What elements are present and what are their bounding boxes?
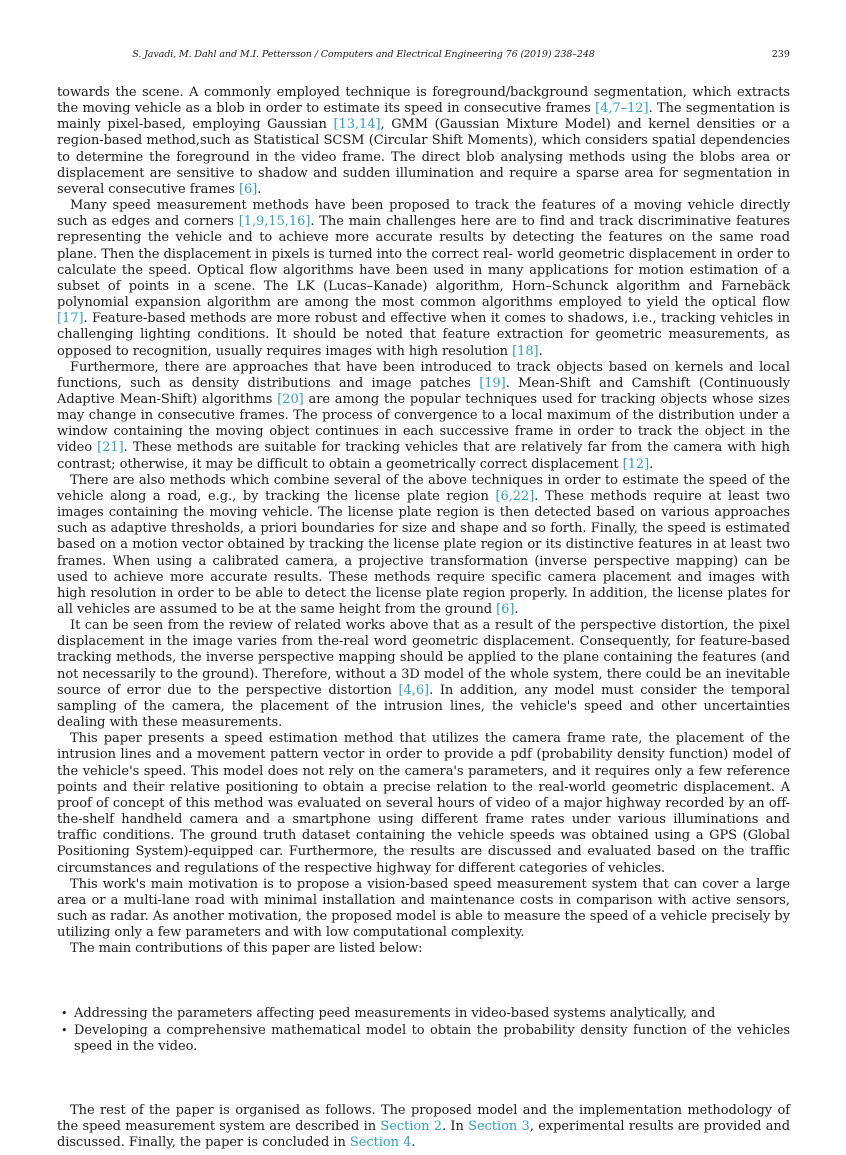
article-body	[57, 85, 790, 1151]
bullet-icon: •	[61, 1007, 68, 1021]
section-link[interactable]: Section 4	[349, 1135, 412, 1151]
citation-link[interactable]: [1,9,15,16]	[238, 214, 311, 230]
citation-link[interactable]: [13,14]	[333, 117, 381, 133]
paragraph: Many speed measurement methods have been proposed to track the features of a moving vehicle directly such as edges and corners [1,9,15,16]. The main challenges here are to find and track discriminative features representing the vehicle and to achieve more accurate results by detecting the features on the same road plane. Then the displacement in pixels is turned into the correct real- world geometric displacement in order to calculate the speed. Optical flow algorithms have been used in many applications for motion estimation of a subset of points in a scene. The LK (Lucas–Kanade) algorithm, Horn–Schunck algorithm and Farnebäck polynomial expansion algorithm are among the most common algorithms employed to yield the optical flow [17]. Feature-based methods are more robust and effective when it comes to shadows, i.e., tracking vehicles in challenging lighting conditions. It should be noted that feature extraction for geometric measurements, as opposed to recognition, usually requires images with high resolution [18].	[57, 198, 790, 359]
citation-link[interactable]: [6]	[238, 181, 258, 197]
section-link[interactable]: Section 2	[380, 1119, 443, 1135]
contribution-item	[57, 1006, 790, 1022]
closing-paragraph: The rest of the paper is organised as follows. The proposed model and the implementation methodology of the speed measurement system are described in Section 2. In Section 3, experimental results are provided and discussed. Finally, the paper is concluded in Section 4.	[57, 1102, 791, 1151]
citation-link[interactable]: [21]	[97, 440, 124, 456]
citation-link[interactable]: [20]	[277, 391, 304, 407]
paragraph: The main contributions of this paper are listed below:	[70, 941, 423, 957]
bullet-icon: •	[61, 1023, 68, 1037]
paragraph: This paper presents a speed estimation method that utilizes the camera frame rate, the placement of the intrusion lines and a movement pattern vector in order to provide a pdf (probability density function) model of the vehicle's speed. This model does not rely on the camera's parameters, and it requires only a few reference points and their relative positioning to obtain a precise relation to the real-world geometric displacement. A proof of concept of this method was evaluated on several hours of video of a major highway recorded by an off-the-shelf handheld camera and a smartphone using different frame rates under various illuminations and traffic conditions. The ground truth dataset containing the vehicle speeds was obtained using a GPS (Global Positioning System)-equipped car. Furthermore, the results are discussed and evaluated based on the traffic circumstances and regulations of the respective highway for different categories of vehicles.	[57, 731, 790, 876]
paragraph: It can be seen from the review of related works above that as a result of the perspective distortion, the pixel displacement in the image varies from the-real word geometric displacement. Consequently, for feature-based tracking methods, the inverse perspective mapping should be applied to the plane containing the features (and not necessarily to the ground). Therefore, without a 3D model of the whole system, there could be an inevitable source of error due to the perspective distortion [4,6]. In addition, any model must consider the temporal sampling of the camera, the placement of the intrusion lines, the vehicle's speed and other uncertainties dealing with these measurements.	[57, 618, 790, 731]
closing-paragraph-container	[57, 1103, 790, 1151]
contribution-text: Developing a comprehensive mathematical model to obtain the probability density function of the vehicles speed in the video.	[74, 1022, 790, 1054]
paragraph: Furthermore, there are approaches that have been introduced to track objects based on kernels and local functions, such as density distributions and image patches [19]. Mean-Shift and Camshift (Continuously Adaptive Mean-Shift) algorithms [20] are among the popular techniques used for tracking objects whose sizes may change in consecutive frames. The process of convergence to a local maximum of the distribution under a window containing the moving object continues in each successive frame in order to track the object in the video [21]. These methods are suitable for tracking vehicles that are relatively far from the camera with high contrast; otherwise, it may be difficult to obtain a geometrically correct displacement [12].	[57, 359, 790, 472]
citation-link[interactable]: [17]	[57, 311, 84, 327]
contributions-list	[57, 1006, 790, 1054]
citation-link[interactable]: [18]	[512, 343, 539, 359]
running-header	[57, 49, 790, 63]
paragraphs-container	[57, 85, 790, 957]
contribution-text: Addressing the parameters affecting peed measurements in video-based systems analytically, and	[74, 1006, 716, 1022]
paragraph: towards the scene. A commonly employed technique is foreground/background segmentation, which extracts the moving vehicle as a blob in order to estimate its speed in consecutive frames [4,7–12]. The segmentation is mainly pixel-based, employing Gaussian [13,14], GMM (Gaussian Mixture Model) and kernel densities or a region-based method,such as Statistical SCSM (Circular Shift Moments), which considers spatial dependencies to determine the foreground in the video frame. The direct blob analysing methods using the blobs area or displacement are sensitive to shadow and sudden illumination and require a sparse area for segmentation in several consecutive frames [6].	[57, 85, 791, 197]
contribution-item	[57, 1023, 790, 1055]
citation-link[interactable]: [4,6]	[398, 682, 430, 698]
page-number: 239	[771, 49, 790, 60]
citation-link[interactable]: [6,22]	[495, 488, 535, 504]
citation-link[interactable]: [4,7–12]	[595, 101, 649, 117]
citation-link[interactable]: [19]	[479, 375, 506, 391]
section-link[interactable]: Section 3	[468, 1119, 530, 1135]
citation-link[interactable]: [6]	[496, 602, 515, 617]
paragraph: This work's main motivation is to propose a vision-based speed measurement system that can cover a large area or a multi-lane road with minimal installation and maintenance costs in comparison with active sensors, such as radar. As another motivation, the proposed model is able to measure the speed of a vehicle precisely by utilizing only a few parameters and with low computational complexity.	[57, 876, 790, 941]
paragraph: There are also methods which combine several of the above techniques in order to estimate the speed of the vehicle along a road, e.g., by tracking the license plate region [6,22]. These methods require at least two images containing the moving vehicle. The license plate region is then detected based on various approaches such as adaptive thresholds, a priori boundaries for size and shape and so forth. Finally, the speed is estimated based on a motion vector obtained by tracking the license plate region or its distinctive features in at least two frames. When using a calibrated camera, a projective transformation (inverse perspective mapping) can be used to achieve more accurate results. These methods require specific camera placement and images with high resolution in order to be able to detect the license plate region properly. In addition, the license plates for all vehicles are assumed to be at the same height from the ground [6].	[57, 472, 790, 617]
running-title: S. Javadi, M. Dahl and M.I. Pettersson / Computers and Electrical Engineering 76 (2019) 238–248	[132, 49, 595, 60]
citation-link[interactable]: [12]	[622, 456, 650, 472]
